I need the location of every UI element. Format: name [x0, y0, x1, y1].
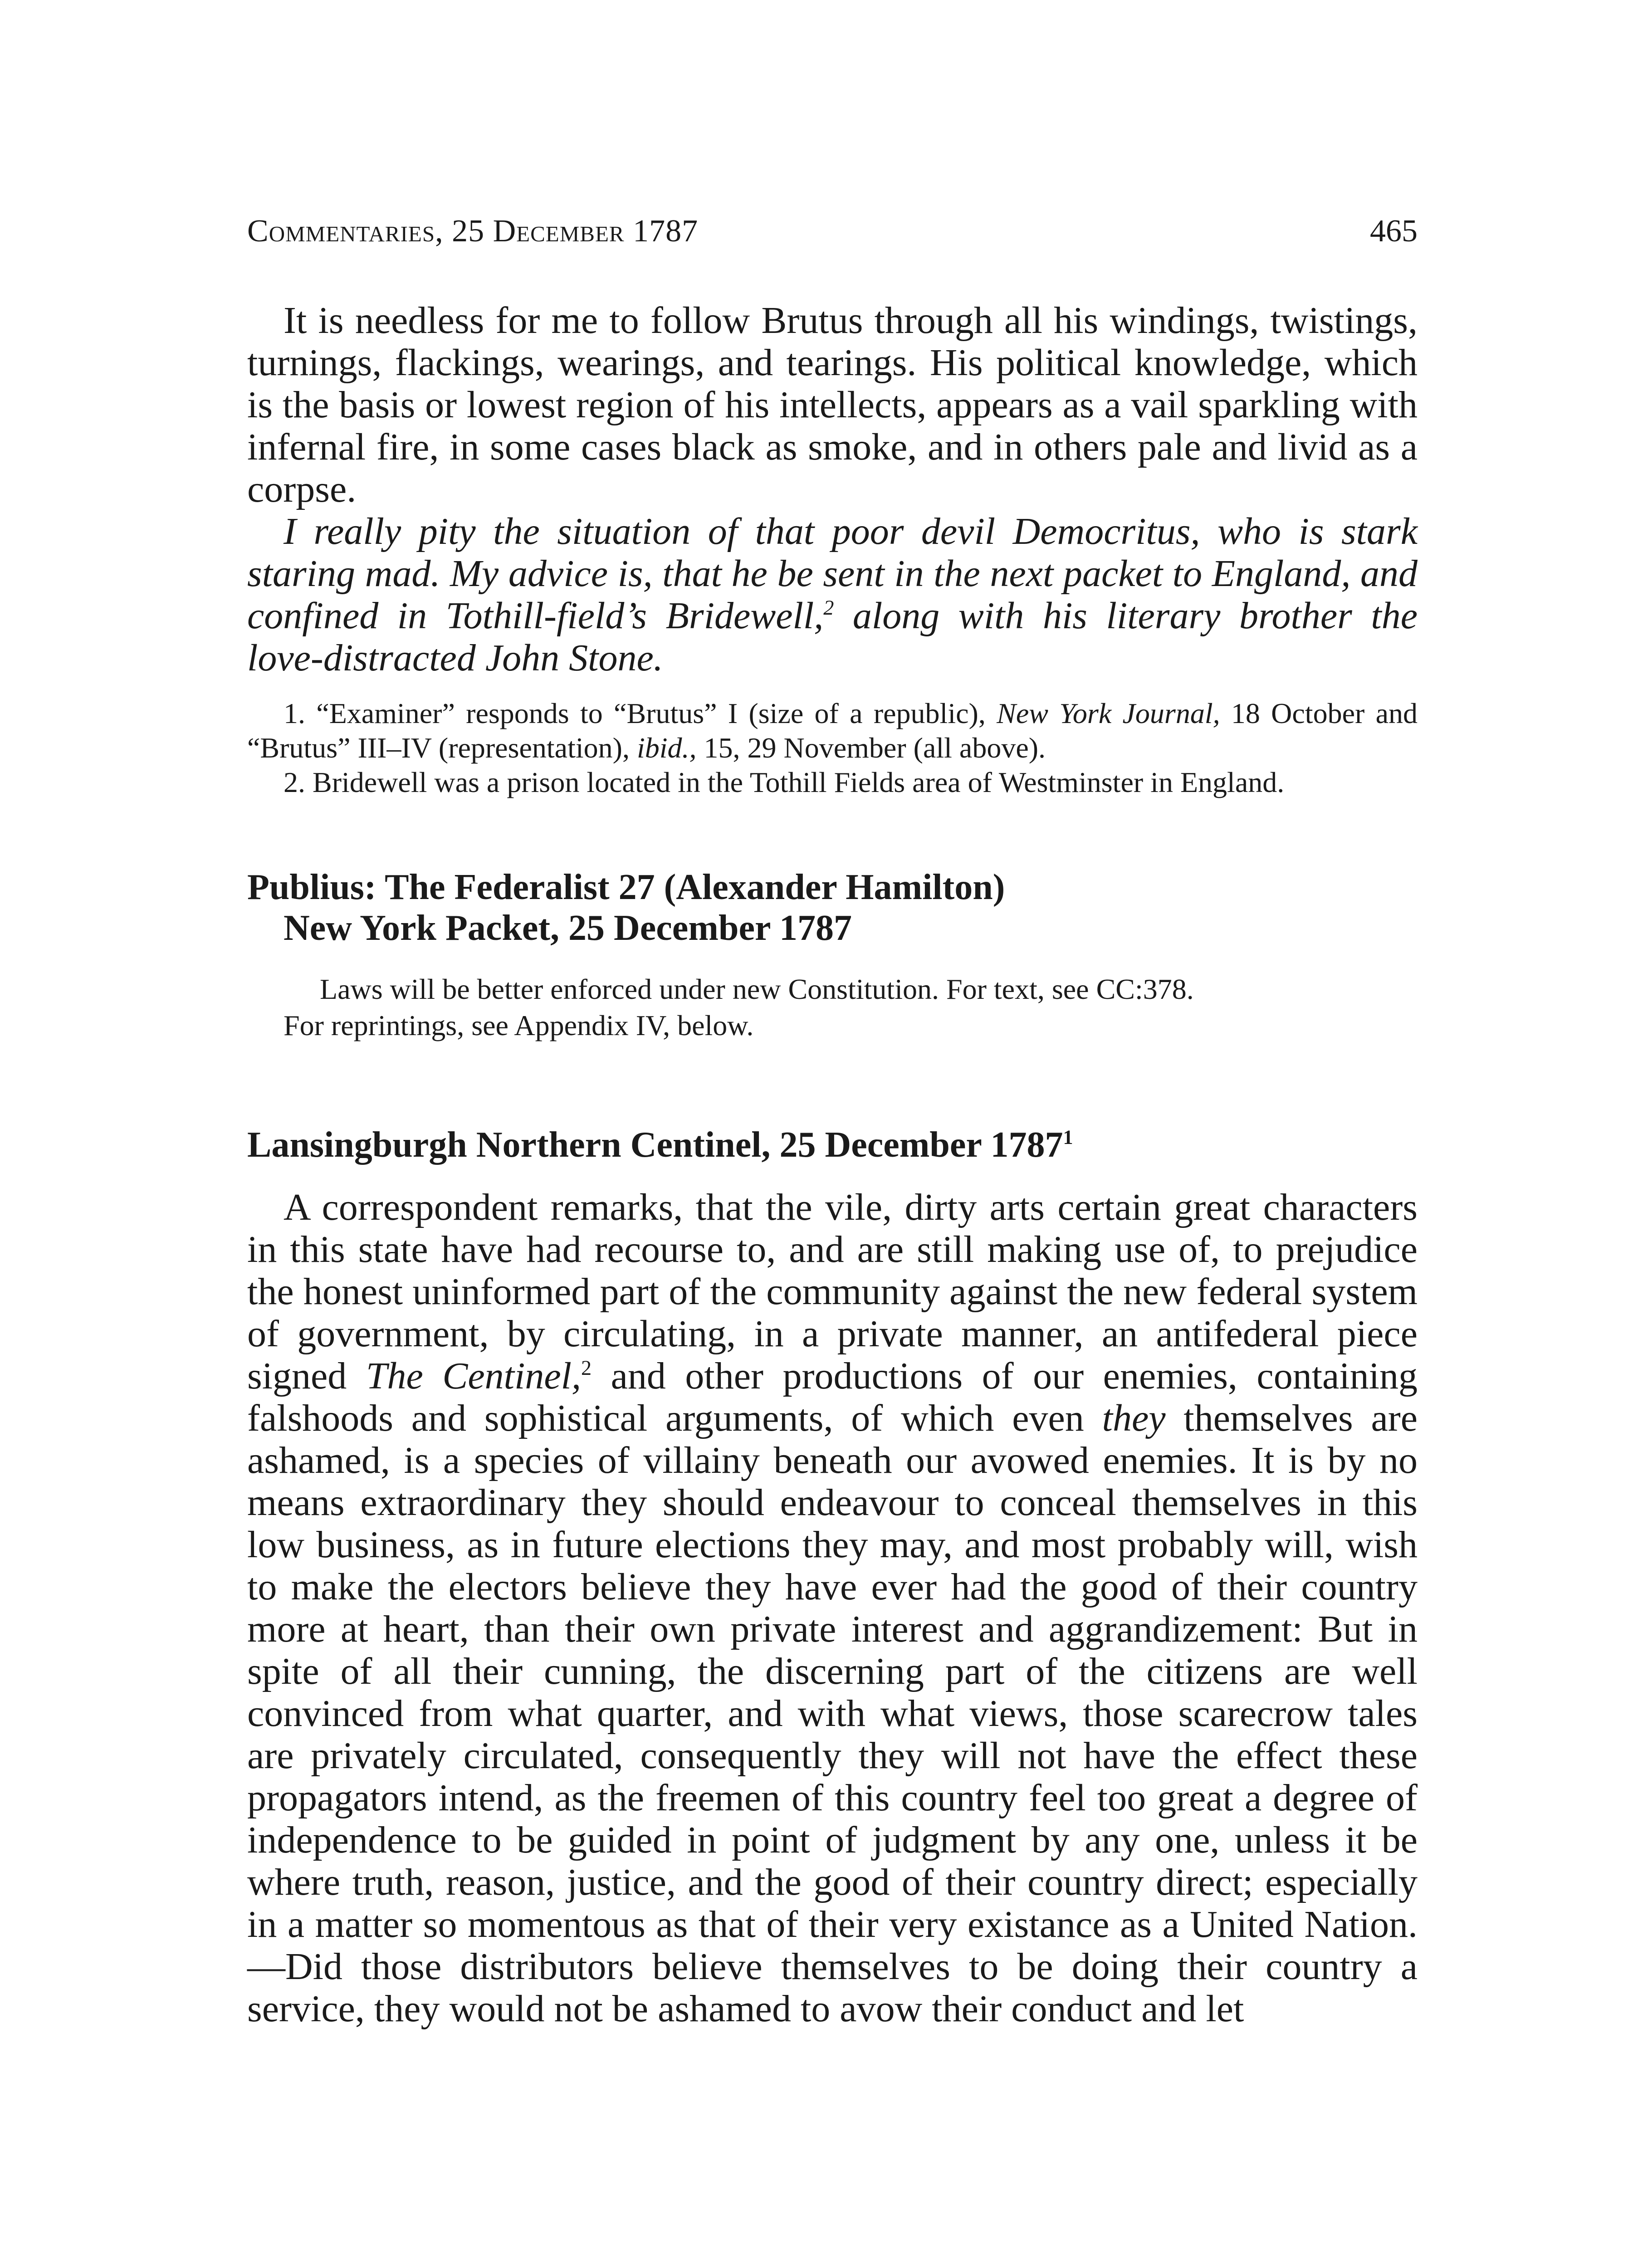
- publius-summary-line-1: Laws will be better enforced under new Constitution. For text, see CC:378.: [320, 973, 1194, 1005]
- democritus-paragraph: [247, 510, 1418, 679]
- lansingburgh-section: [247, 1124, 1418, 2030]
- publius-summary: [247, 971, 1418, 1044]
- footnotes: [247, 696, 1418, 800]
- lansingburgh-text-c: themselves are ashamed, is a species of villainy beneath our avowed enemies. It is by no means extraordinary they should endeavour to conceal themselves in this low business, as in future elections they may, and most probably will, wish to make the electors believe they have ever had the good of their country more at heart, than their own private interest and aggrandizement: But in spite of all their cunning, the discerning part of the citizens are well convinced from what quarter, and with what views, those scarecrow tales are privately circulated, consequently they will not have the effect these propagators intend, as the freemen of this country feel too great a degree of independence to be guided in point of judgment by any one, unless it be where truth, reason, justice, and the good of their country direct; especially in a matter so momentous as that of their very existance as a United Nation.—Did those distributors believe themselves to be doing their country a service, they would not be ashamed to avow their conduct and let: [247, 1397, 1418, 2030]
- publius-heading: Publius: The Federalist 27 (Alexander Hamilton): [247, 867, 1005, 907]
- footnote-1-text-a: 1. “Examiner” responds to “Brutus” I (size of a republic),: [284, 697, 997, 729]
- page-number: 465: [1370, 214, 1418, 249]
- brutus-section: [247, 299, 1418, 679]
- publius-subheading: New York Packet, 25 December 1787: [284, 908, 852, 948]
- footnote-1-text-b: 18 October and “Brutus” III–IV (representation),: [247, 697, 1418, 764]
- lansingburgh-text-a: A correspondent remarks, that the vile, dirty arts certain great characters in this state have had recourse to, and are still making use of, to prejudice the honest uninformed part of the community against the new federal system of government, by circulating, in a private manner, an antifederal piece signed: [247, 1186, 1418, 1397]
- centinel-title: The Centinel,: [366, 1355, 581, 1397]
- lansingburgh-paragraph: [247, 1186, 1418, 2030]
- footnote-ref-2: 2: [823, 596, 834, 619]
- footnote-1-ibid: ibid.,: [636, 732, 697, 764]
- heading-footnote-ref-1: 1: [1063, 1126, 1073, 1149]
- footnote-1-text-c: 15, 29 November (all above).: [696, 732, 1046, 764]
- they-emphasis: they: [1102, 1397, 1166, 1439]
- footnote-2: 2. Bridewell was a prison located in the Tothill Fields area of Westminster in England.: [284, 766, 1285, 798]
- publius-section: [247, 867, 1418, 1044]
- lansingburgh-heading: [247, 1124, 1418, 1165]
- lansingburgh-text-b: and other productions of our enemies, containing falshoods and sophistical arguments, of which even: [247, 1355, 1418, 1439]
- footnote-1: [247, 696, 1418, 765]
- running-head-title: Commentaries, 25 December 1787: [247, 214, 699, 249]
- footnote-1-journal: New York Journal,: [997, 697, 1220, 729]
- footnote-ref-2b: 2: [581, 1356, 592, 1379]
- document-page: [247, 213, 1418, 2030]
- democritus-text-a: I really pity the situation of that poor devil Democritus, who is stark staring mad. My advice is, that he be sent in the next packet to England, and confined in Tothill-field’s Bridewell,: [247, 510, 1418, 637]
- publius-summary-line-2: For reprintings, see Appendix IV, below.: [284, 1009, 754, 1041]
- running-head: [247, 213, 1418, 249]
- brutus-paragraph: It is needless for me to follow Brutus through all his windings, twistings, turnings, flackings, wearings, and tearings. His political knowledge, which is the basis or lowest region of his intellects, appears as a vail sparkling with infernal fire, in some cases black as smoke, and in others pale and livid as a corpse.: [247, 299, 1418, 510]
- lansingburgh-heading-text: Lansingburgh Northern Centinel, 25 December 1787: [247, 1125, 1063, 1165]
- democritus-text-b: along with his literary brother the love-distracted John Stone.: [247, 595, 1418, 679]
